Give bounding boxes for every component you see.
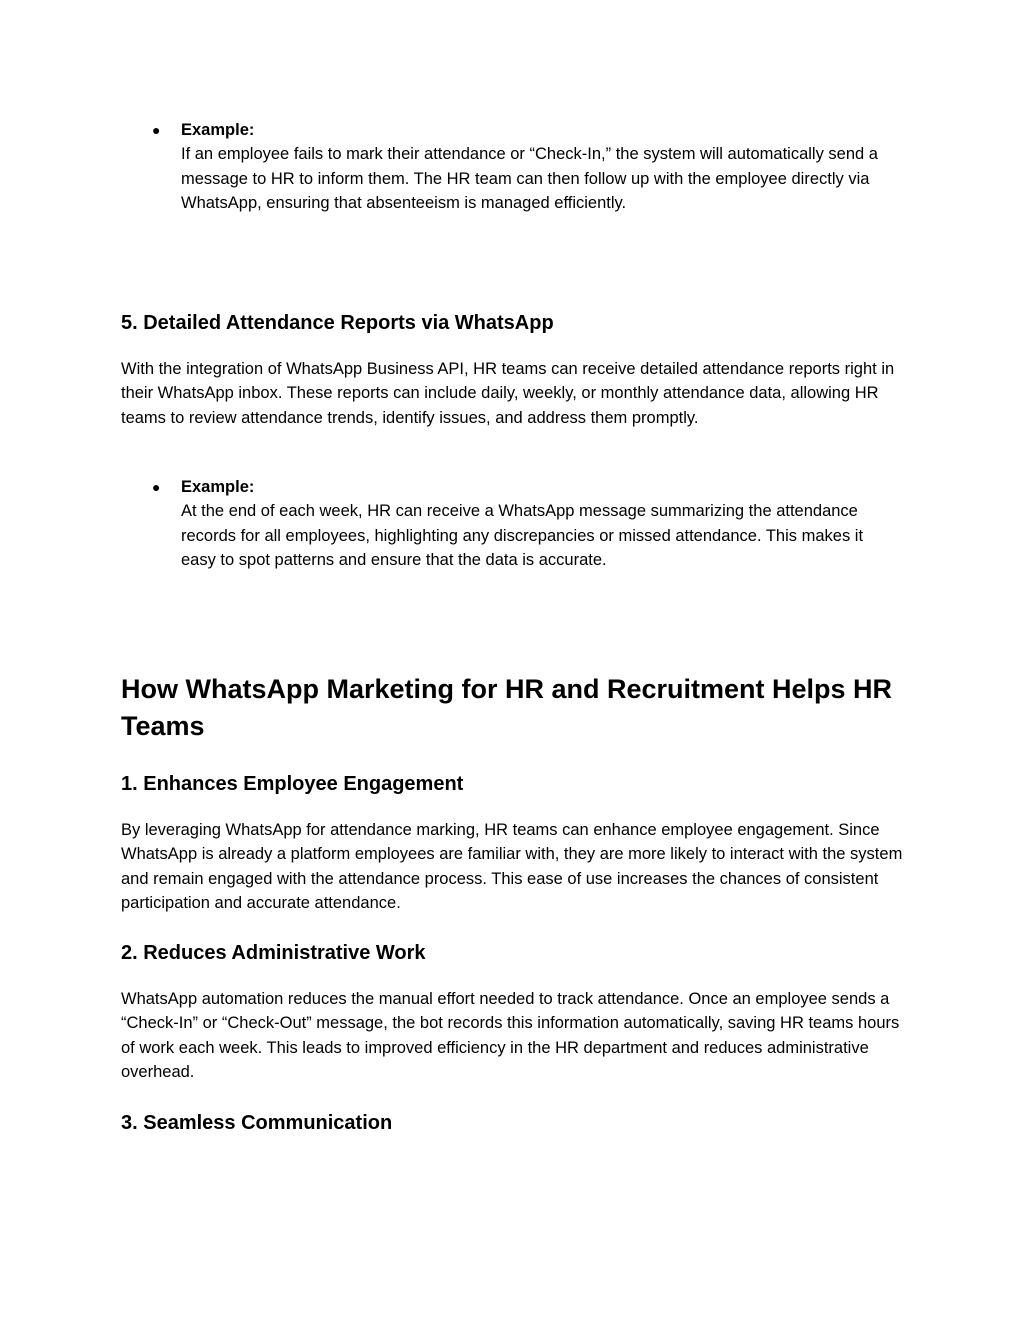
- benefit-heading: 3. Seamless Communication: [121, 1112, 393, 1134]
- bullet-marker: ●: [152, 479, 161, 495]
- example-label: Example:: [181, 478, 255, 496]
- main-heading: How WhatsApp Marketing for HR and Recruitment Helps HR Teams: [121, 674, 893, 741]
- benefit-paragraph: By leveraging WhatsApp for attendance marking, HR teams can enhance employee engagement. Since WhatsApp is already a platform employees are familiar with, they are more likely to interact with the system and remain engaged with the attendance process. This ease of use increases the chances of consistent participation and accurate attendance.: [121, 821, 903, 913]
- section-heading: 5. Detailed Attendance Reports via WhatsApp: [121, 312, 554, 334]
- benefit-heading: 1. Enhances Employee Engagement: [121, 773, 464, 795]
- example-text: If an employee fails to mark their attendance or “Check-In,” the system will automatically send a message to HR to inform them. The HR team can then follow up with the employee directly via WhatsApp, ensuring that absenteeism is managed efficiently.: [181, 145, 878, 213]
- benefit-paragraph: WhatsApp automation reduces the manual effort needed to track attendance. Once an employee sends a “Check-In” or “Check-Out” message, the bot records this information automatically, saving HR teams hours of work each week. This leads to improved efficiency in the HR department and reduces administrative overhead.: [121, 990, 900, 1082]
- example-item: [181, 475, 901, 573]
- section-paragraph: With the integration of WhatsApp Business API, HR teams can receive detailed attendance reports right in their WhatsApp inbox. These reports can include daily, weekly, or monthly attendance data, allowing HR teams to review attendance trends, identify issues, and address them promptly.: [121, 360, 895, 427]
- example-item: [181, 118, 916, 216]
- bullet-marker: ●: [152, 122, 161, 138]
- example-text: At the end of each week, HR can receive a WhatsApp message summarizing the attendance records for all employees, highlighting any discrepancies or missed attendance. This makes it easy to spot patterns and ensure that the data is accurate.: [181, 502, 864, 570]
- benefit-heading: 2. Reduces Administrative Work: [121, 942, 426, 964]
- example-label: Example:: [181, 121, 255, 139]
